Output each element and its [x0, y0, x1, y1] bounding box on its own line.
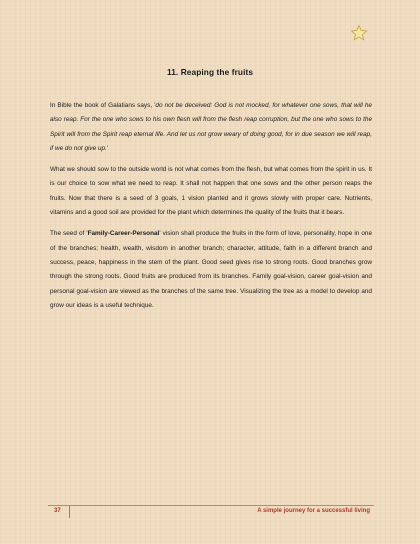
- page-number: 37: [54, 508, 61, 514]
- footer-book-title: A simple journey for a successful living: [257, 508, 370, 514]
- bible-quote: do not be deceived: God is not mocked, for whatever one sows, that will he also reap. For the one who sows to his own flesh will from the flesh reap corruption, but the one who sows to the Spirit will from the Spirit reap eternal life. And let us not grow weary of doing good, for in due season we will reap, if we do not give up.: [50, 102, 372, 152]
- page-title: 11. Reaping the fruits: [166, 67, 254, 77]
- paragraph-seed: [50, 227, 372, 313]
- paragraph-sowing: What we should sow to the outside world is not what comes from the flesh, but what comes from the spirit in us. It is our choice to sow what we need to reap. It shall not happen that one sows and the other person reaps the fruits. Now that there is a seed of 3 goals, 1 vision planted and it grows slowly with proper care. Nutrients, vitamins and a good soil are provided for the plant which determines the quality of the fruits that it bears.: [50, 166, 372, 217]
- footer-divider: [48, 505, 374, 506]
- star-icon: [350, 24, 368, 42]
- paragraph-lead: In Bible the book of Galatians says, ': [50, 102, 156, 109]
- page-body: [50, 99, 372, 320]
- vision-name: Family-Career-Personal: [87, 230, 160, 238]
- footer-separator: [69, 506, 70, 518]
- paragraph-rest: ' vision shall produce the fruits in the form of love, personality, hope in one of the branches; health, wealth, wisdom in another branch; character, attitude, faith in a different branch and success, peace, happiness in the stem of the plant. Good seed gives rise to strong roots. Good branches grow through the strong roots. Good fruits are produced from its branches. Family goal-vision, career goal-vision and personal goal-vision are viewed as the branches of the same tree. Visualizing the tree as a model to develop and grow our ideas is a useful technique.: [50, 230, 372, 309]
- quote-close: ': [106, 144, 109, 152]
- paragraph-lead: The seed of ': [50, 230, 88, 238]
- paragraph-galatians: [50, 99, 372, 156]
